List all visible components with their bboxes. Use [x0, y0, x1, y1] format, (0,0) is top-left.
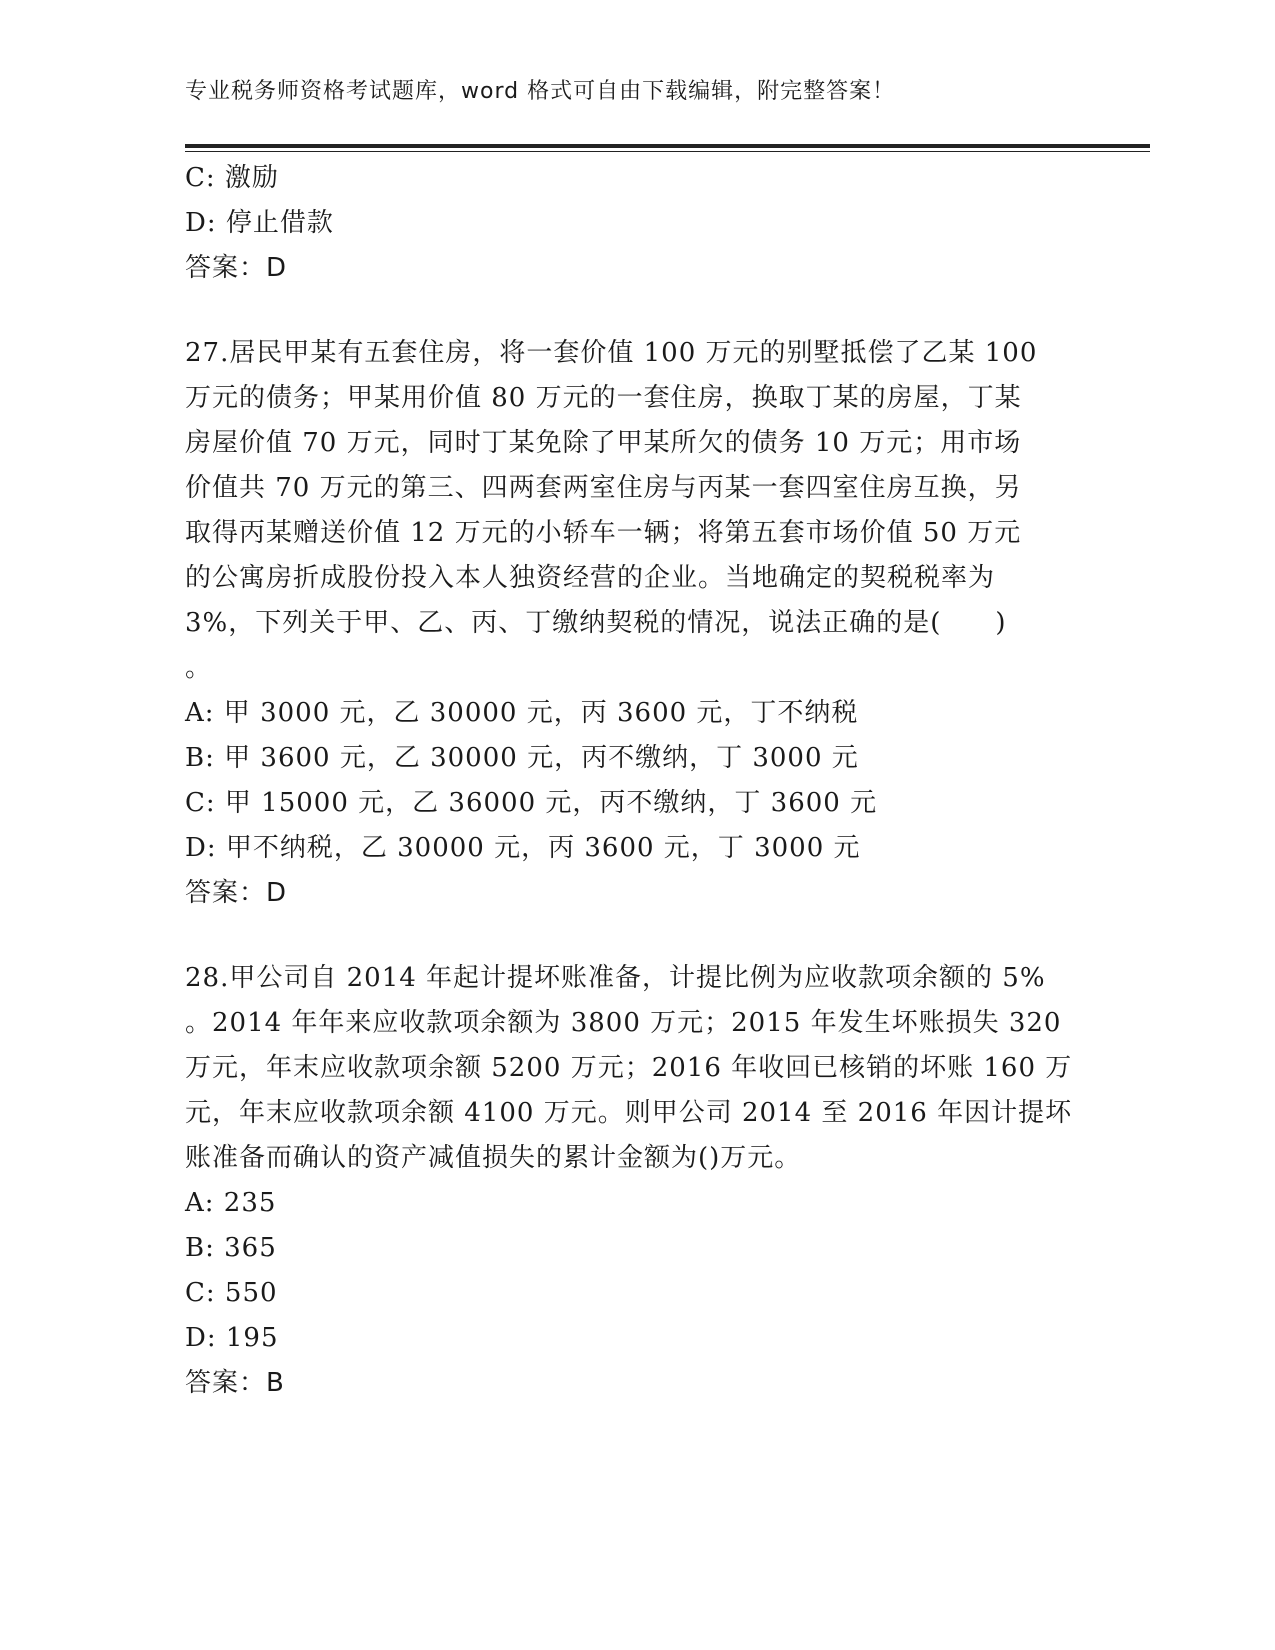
q28-stem-line: 万元，年末应收款项余额 5200 万元；2016 年收回已核销的坏账 160 万 [185, 1053, 1073, 1083]
q27-stem-line: 万元的债务；甲某用价值 80 万元的一套住房，换取丁某的房屋，丁某 [185, 383, 1022, 413]
header-rule-thick [185, 144, 1150, 148]
q28-stem-line: 。2014 年年来应收款项余额为 3800 万元；2015 年发生坏账损失 320 [185, 1008, 1062, 1038]
question-content [185, 156, 1085, 1406]
spacer [185, 291, 1085, 331]
q27-stem-line: 价值共 70 万元的第三、四两套两室住房与丙某一套四室住房互换，另 [185, 473, 1022, 503]
q27-option-a: A: 甲 3000 元，乙 30000 元，丙 3600 元，丁不纳税 [185, 698, 859, 728]
q28-stem-line: 28.甲公司自 2014 年起计提坏账准备，计提比例为应收款项余额的 5% [185, 963, 1046, 993]
q28-option-a: A: 235 [185, 1188, 277, 1218]
q28-option-b: B: 365 [185, 1233, 277, 1263]
header-note: 专业税务师资格考试题库，word 格式可自由下载编辑，附完整答案！ [185, 79, 896, 104]
q27-stem-line: 的公寓房折成股份投入本人独资经营的企业。当地确定的契税税率为 [185, 563, 996, 593]
q27-stem-line: 取得丙某赠送价值 12 万元的小轿车一辆；将第五套市场价值 50 万元 [185, 518, 1022, 548]
q27-stem-line: 。 [185, 653, 213, 683]
spacer [185, 916, 1085, 956]
q27-option-b: B: 甲 3600 元，乙 30000 元，丙不缴纳，丁 3000 元 [185, 743, 859, 773]
header-rule-thin [185, 151, 1150, 152]
q28-option-c: C: 550 [185, 1278, 278, 1308]
q27-stem-line: 房屋价值 70 万元，同时丁某免除了甲某所欠的债务 10 万元；用市场 [185, 428, 1022, 458]
q27-option-d: D: 甲不纳税，乙 30000 元，丙 3600 元，丁 3000 元 [185, 833, 861, 863]
q28-stem-line: 元，年末应收款项余额 4100 万元。则甲公司 2014 至 2016 年因计提坏 [185, 1098, 1073, 1128]
q27-option-c: C: 甲 15000 元，乙 36000 元，丙不缴纳，丁 3600 元 [185, 788, 878, 818]
q26-answer: 答案：D [185, 253, 288, 283]
q28-stem-line: 账准备而确认的资产减值损失的累计金额为()万元。 [185, 1143, 802, 1173]
q27-stem [185, 331, 1085, 691]
q28-option-d: D: 195 [185, 1323, 279, 1353]
q28-stem [185, 956, 1085, 1181]
q28-answer: 答案：B [185, 1368, 285, 1398]
q26-option-c: C: 激励 [185, 163, 279, 193]
q27-stem-line: 27.居民甲某有五套住房，将一套价值 100 万元的别墅抵偿了乙某 100 [185, 338, 1038, 368]
q27-answer: 答案：D [185, 878, 288, 908]
q27-stem-line: 3%，下列关于甲、乙、丙、丁缴纳契税的情况，说法正确的是( ) [185, 608, 1007, 638]
q26-option-d: D: 停止借款 [185, 208, 334, 238]
